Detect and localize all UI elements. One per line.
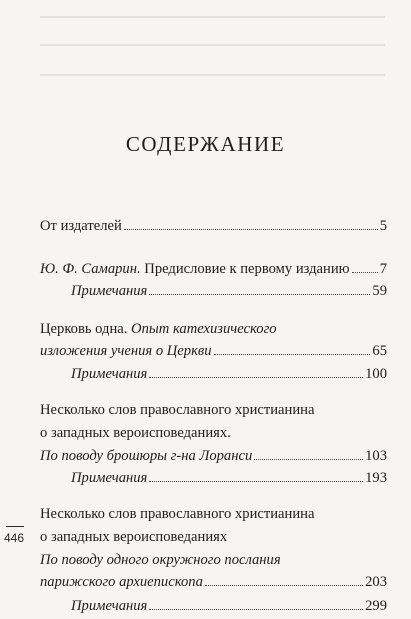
toc-entry-notes[interactable]: [71, 282, 387, 300]
toc-page-number: 203: [365, 574, 387, 590]
toc-entry-preface[interactable]: [40, 260, 387, 278]
toc-entry-title: Церковь одна.: [40, 321, 132, 337]
toc-page-number: 7: [379, 261, 387, 277]
toc-page-number: 100: [365, 366, 387, 382]
toc-entry-western-1[interactable]: [40, 447, 387, 465]
toc-entry-western-2-line2: [40, 528, 387, 546]
dot-leader: [149, 470, 363, 482]
toc-entry-title: о западных вероисповеданиях.: [40, 425, 231, 441]
toc-entry-western-1-line2: [40, 424, 387, 442]
toc-entry-notes[interactable]: [71, 469, 387, 487]
toc-page-number: 103: [365, 448, 387, 464]
toc-page-number: 59: [372, 283, 387, 299]
toc-entry-title: Примечания: [71, 470, 148, 486]
page-number: 446: [4, 531, 25, 545]
toc-page-number: 5: [379, 218, 387, 234]
dot-leader: [149, 283, 370, 295]
toc-entry-title: Примечания: [71, 366, 148, 382]
toc-entry-subtitle: Опыт катехизического: [131, 321, 277, 337]
toc-page-number: 65: [372, 343, 387, 359]
toc-entry-church[interactable]: [40, 342, 387, 360]
toc-entry-notes[interactable]: [71, 597, 387, 615]
toc-entry-title: Примечания: [71, 598, 148, 614]
page-title: СОДЕРЖАНИЕ: [125, 132, 286, 156]
toc-entry-subtitle: парижского архиепископа: [40, 574, 203, 590]
toc-entry-title: Примечания: [71, 283, 148, 299]
toc-entry-title: От издателей: [40, 218, 122, 234]
dot-leader: [352, 261, 378, 273]
bleed-through-line: [40, 74, 385, 76]
dot-leader: [214, 343, 371, 355]
toc-entry-title: Предисловие к первому изданию: [140, 261, 350, 277]
toc-entry-church-line1: [40, 320, 387, 338]
dot-leader: [149, 366, 363, 378]
toc-entry-subtitle: изложения учения о Церкви: [40, 343, 212, 359]
bleed-through-line: [40, 44, 385, 46]
toc-entry-western-2-line1: [40, 505, 387, 523]
toc-entry-title: Несколько слов православного христианина: [40, 506, 315, 522]
toc-entry-western-2[interactable]: [40, 573, 387, 591]
toc-entry-publishers[interactable]: [40, 217, 387, 235]
toc-entry-western-1-line1: [40, 401, 387, 419]
dot-leader: [124, 218, 378, 230]
toc-entry-title: Несколько слов православного христианина: [40, 402, 315, 418]
dot-leader: [254, 448, 363, 460]
folio-rule: [6, 526, 24, 527]
dot-leader: [149, 598, 363, 610]
toc-entry-western-2-line3: [40, 551, 387, 569]
toc-entry-subtitle: По поводу одного окружного послания: [40, 552, 281, 568]
dot-leader: [205, 574, 363, 586]
toc-entry-author: Ю. Ф. Самарин.: [40, 261, 141, 277]
toc-entry-notes[interactable]: [71, 365, 387, 383]
bleed-through-line: [40, 16, 385, 18]
toc-entry-title: о западных вероисповеданиях: [40, 529, 228, 545]
toc-entry-subtitle: По поводу брошюры г-на Лоранси: [40, 448, 253, 464]
toc-page-number: 299: [365, 598, 387, 614]
toc-page-number: 193: [365, 470, 387, 486]
